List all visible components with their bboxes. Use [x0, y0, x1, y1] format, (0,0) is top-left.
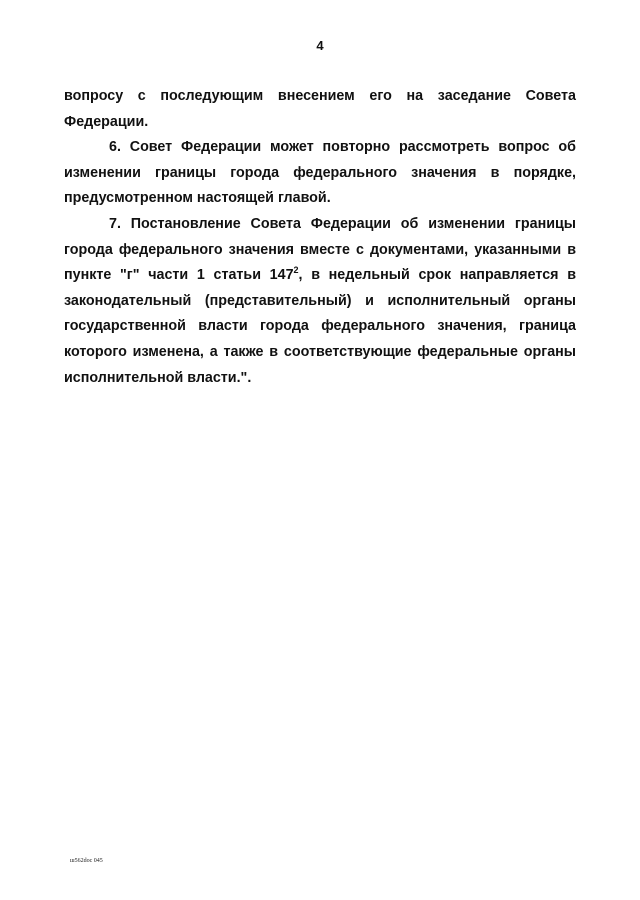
document-body: [64, 84, 576, 391]
text-fragment: , в недельный срок направляется в: [298, 267, 576, 284]
text-line: Федерации.: [64, 113, 149, 130]
paragraph-item-6: [64, 135, 576, 212]
text-line: исполнительной власти.".: [64, 369, 252, 386]
text-line: 6. Совет Федерации может повторно рассмотреть вопрос об: [109, 139, 576, 156]
text-line: которого изменена, а также в соответствующие федеральные органы: [64, 343, 576, 360]
text-line: предусмотренном настоящей главой.: [64, 190, 331, 207]
text-line: государственной власти города федерального значения, граница: [64, 318, 576, 335]
text-line: 7. Постановление Совета Федерации об изменении границы: [109, 215, 576, 232]
paragraph-item-7: [64, 212, 576, 391]
text-line: изменении границы города федерального значения в порядке,: [64, 164, 576, 181]
text-line: города федерального значения вместе с документами, указанными в: [64, 241, 576, 258]
text-line: законодательный (представительный) и исполнительный органы: [64, 292, 576, 309]
text-line: вопросу с последующим внесением его на заседание Совета: [64, 88, 576, 104]
footer-document-code: ш562doc 045: [70, 858, 103, 864]
paragraph-continuation: [64, 84, 576, 135]
text-fragment: пункте "г" части 1 статьи 147: [64, 267, 294, 284]
article-superscript: 2: [293, 265, 299, 276]
text-line-with-superscript: [64, 263, 576, 289]
page-number: 4: [316, 38, 324, 53]
